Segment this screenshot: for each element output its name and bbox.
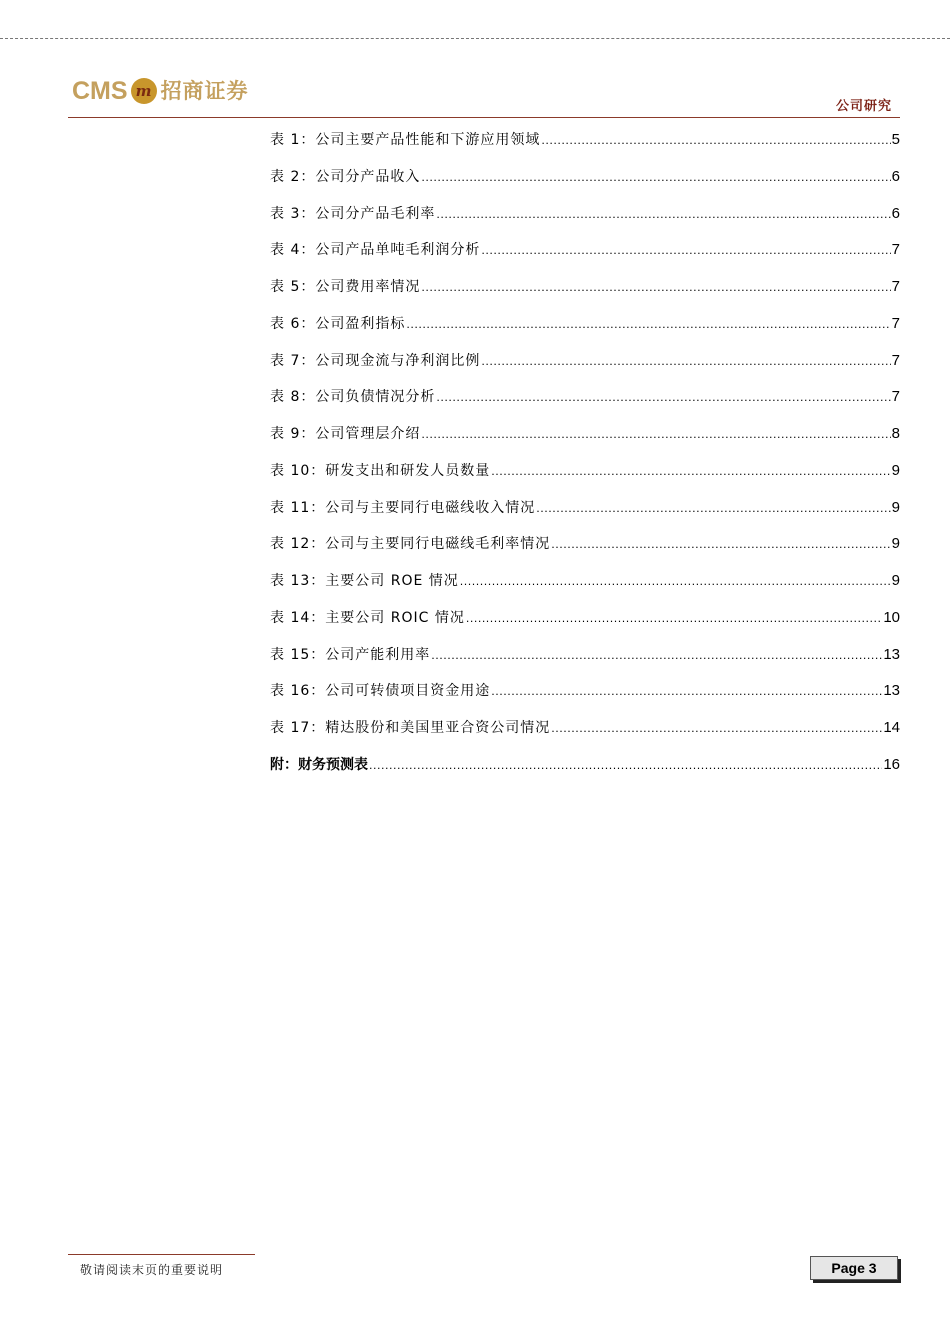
- toc-entry-label: 表 7：公司现金流与净利润比例: [270, 352, 481, 369]
- toc-leader-dots: [481, 240, 890, 262]
- toc-leader-dots: [421, 277, 890, 299]
- toc-leader-dots: [541, 130, 890, 152]
- toc-entry-label: 表 14：主要公司 ROIC 情况: [270, 609, 465, 626]
- toc-entry-page: 8: [891, 425, 900, 442]
- toc-entry-label: 表 4：公司产品单吨毛利润分析: [270, 242, 481, 259]
- toc-entry[interactable]: [270, 349, 900, 386]
- toc-leader-dots: [421, 167, 890, 189]
- toc-entry-label: 表 13：主要公司 ROE 情况: [270, 573, 459, 589]
- toc-entry-page: 7: [891, 388, 900, 406]
- toc-entry-page: 6: [891, 167, 900, 185]
- toc-entry-page: 10: [883, 608, 900, 626]
- toc-entry-label: 表 8：公司负债情况分析: [270, 389, 436, 406]
- toc-leader-dots: [466, 608, 882, 630]
- toc-entry[interactable]: [270, 643, 900, 680]
- toc-entry-label: 表 3：公司分产品毛利率: [270, 205, 436, 222]
- toc-entry-label: 附：财务预测表: [270, 756, 368, 773]
- toc-entry-label: 表 1：公司主要产品性能和下游应用领域: [270, 132, 541, 148]
- cms-logo: [72, 76, 249, 106]
- toc-entry-label: 表 6：公司盈利指标: [270, 315, 406, 332]
- page-number-badge: Page 3: [810, 1256, 898, 1280]
- toc-entry-page: 16: [883, 755, 900, 773]
- toc-entry-label: 表 9：公司管理层介绍: [270, 426, 421, 442]
- logo-emblem-icon: m: [131, 78, 157, 104]
- toc-entry-label: 表 15：公司产能利用率: [270, 646, 431, 663]
- toc-entry-page: 9: [891, 572, 900, 589]
- toc-leader-dots: [421, 424, 890, 446]
- toc-leader-dots: [536, 498, 890, 520]
- table-of-contents: [270, 128, 900, 790]
- toc-entry[interactable]: [270, 532, 900, 569]
- toc-entry-page: 6: [891, 204, 900, 222]
- toc-entry[interactable]: [270, 606, 900, 643]
- toc-leader-dots: [481, 351, 890, 373]
- toc-entry[interactable]: [270, 238, 900, 275]
- toc-leader-dots: [431, 645, 882, 667]
- top-dashed-rule: [0, 38, 950, 39]
- toc-entry-page: 9: [891, 498, 900, 516]
- section-label: 公司研究: [835, 99, 892, 114]
- toc-entry-page: 13: [883, 645, 900, 663]
- toc-entry[interactable]: [270, 312, 900, 349]
- toc-leader-dots: [491, 461, 890, 483]
- toc-entry-page: 7: [891, 351, 900, 369]
- toc-entry-label: 表 5：公司费用率情况: [270, 279, 421, 295]
- toc-leader-dots: [551, 718, 882, 740]
- toc-entry-page: 13: [883, 682, 900, 700]
- toc-entry-appendix[interactable]: [270, 753, 900, 790]
- toc-entry-label: 表 10：研发支出和研发人员数量: [270, 462, 491, 479]
- toc-entry-page: 7: [891, 314, 900, 332]
- toc-entry-label: 表 2：公司分产品收入: [270, 168, 421, 185]
- header-divider: [68, 117, 900, 118]
- toc-entry-label: 表 12：公司与主要同行电磁线毛利率情况: [270, 536, 551, 553]
- logo-chinese-text: 招商证券: [160, 79, 249, 103]
- toc-entry[interactable]: [270, 275, 900, 312]
- toc-entry-page: 14: [883, 719, 900, 736]
- toc-leader-dots: [369, 755, 882, 777]
- toc-entry-label: 表 16：公司可转债项目资金用途: [270, 683, 491, 700]
- toc-entry[interactable]: [270, 385, 900, 422]
- footer-divider: [68, 1254, 255, 1255]
- toc-leader-dots: [491, 681, 882, 703]
- toc-entry[interactable]: [270, 679, 900, 716]
- toc-entry-page: 9: [891, 535, 900, 553]
- toc-entry-label: 表 11：公司与主要同行电磁线收入情况: [270, 499, 536, 516]
- toc-entry-label: 表 17：精达股份和美国里亚合资公司情况: [270, 720, 551, 736]
- toc-entry-page: 7: [891, 241, 900, 259]
- toc-leader-dots: [436, 387, 890, 409]
- toc-leader-dots: [460, 571, 891, 593]
- toc-leader-dots: [406, 314, 890, 336]
- toc-entry[interactable]: [270, 569, 900, 606]
- toc-entry-page: 9: [891, 461, 900, 479]
- toc-leader-dots: [436, 204, 890, 226]
- logo-latin-text: CMS: [72, 77, 128, 105]
- toc-entry[interactable]: [270, 496, 900, 533]
- toc-entry-page: 5: [891, 131, 900, 148]
- toc-entry[interactable]: [270, 128, 900, 165]
- toc-entry[interactable]: [270, 165, 900, 202]
- toc-entry[interactable]: [270, 716, 900, 753]
- toc-entry-page: 7: [891, 278, 900, 295]
- toc-entry[interactable]: [270, 459, 900, 496]
- toc-entry[interactable]: [270, 202, 900, 239]
- toc-entry[interactable]: [270, 422, 900, 459]
- disclaimer-note: 敬请阅读末页的重要说明: [80, 1263, 224, 1277]
- toc-leader-dots: [551, 534, 890, 556]
